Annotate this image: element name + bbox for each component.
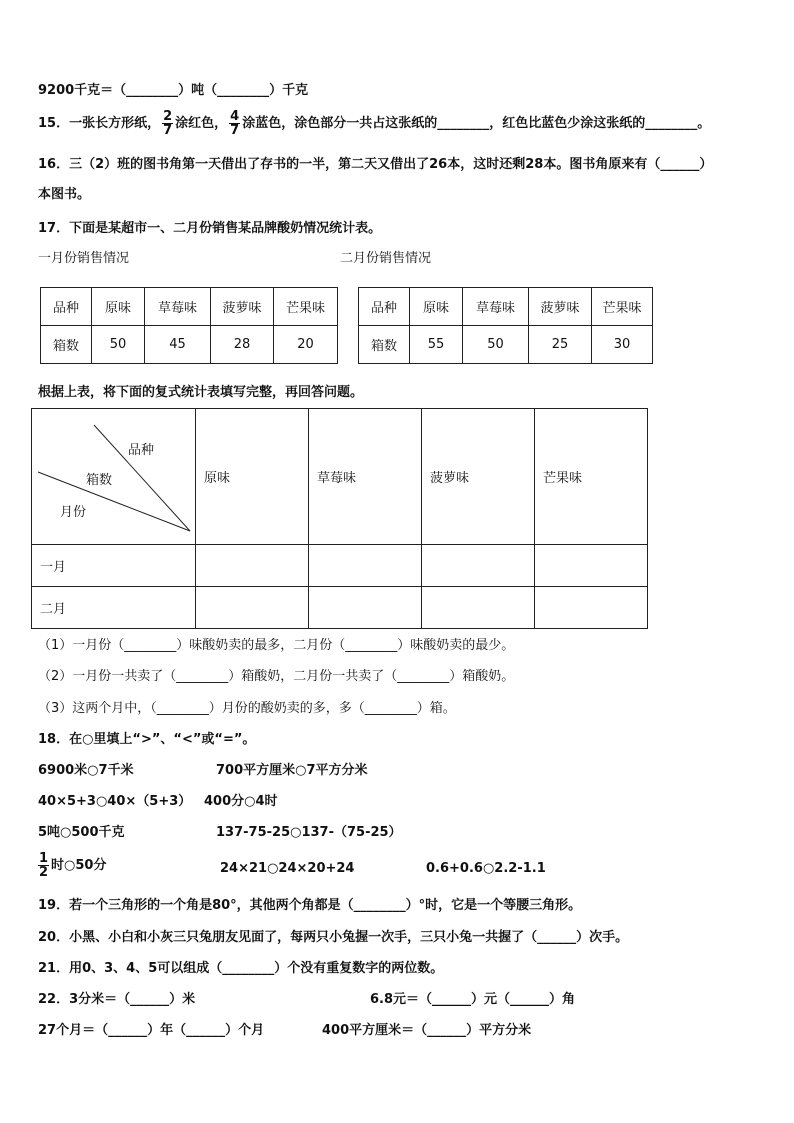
q17-sub-question-2: （2）一月份一共卖了（________）箱酸奶，二月份一共卖了（________）箱酸奶。 bbox=[38, 669, 515, 684]
header-cell: 原味 bbox=[92, 288, 145, 326]
header-cell: 品种 bbox=[359, 288, 410, 326]
question-22-b: 6.8元＝（______）元（______）角 bbox=[370, 992, 576, 1007]
empty-answer-cell[interactable] bbox=[422, 545, 535, 587]
table-instruction: 根据上表，将下面的复式统计表填写完整，再回答问题。 bbox=[38, 385, 364, 400]
feb-table-caption: 二月份销售情况 bbox=[340, 251, 432, 266]
question-21: 21．用0、3、4、5可以组成（________）个没有重复数字的两位数。 bbox=[38, 961, 444, 976]
header-cell: 芒果味 bbox=[592, 288, 653, 326]
q15-text-a: 15．一张长方形纸， bbox=[38, 116, 161, 131]
question-22-d: 400平方厘米＝（______）平方分米 bbox=[322, 1023, 532, 1038]
fraction-numerator: 1 bbox=[39, 851, 49, 866]
empty-answer-cell[interactable] bbox=[422, 587, 535, 629]
data-cell: 50 bbox=[92, 326, 145, 364]
header-cell: 原味 bbox=[410, 288, 463, 326]
fraction-numerator: 2 bbox=[163, 109, 173, 124]
header-cell: 草莓味 bbox=[463, 288, 529, 326]
data-cell: 30 bbox=[592, 326, 653, 364]
q17-sub-question-1: （1）一月份（________）味酸奶卖的最多，二月份（________）味酸奶卖的最少。 bbox=[38, 638, 515, 653]
question-16-continuation: 本图书。 bbox=[38, 187, 91, 202]
q18-item: 137-75-25○137-（75-25） bbox=[216, 825, 402, 840]
header-cell: 原味 bbox=[196, 409, 309, 545]
q18-item: 0.6+0.6○2.2-1.1 bbox=[426, 861, 546, 876]
header-cell: 芒果味 bbox=[274, 288, 338, 326]
fraction-denominator: 7 bbox=[230, 123, 240, 138]
question-20: 20．小黑、小白和小灰三只兔朋友见面了，每两只小兔握一次手，三只小兔一共握了（______）次手。 bbox=[38, 930, 629, 945]
question-16: 16．三（2）班的图书角第一天借出了存书的一半，第二天又借出了26本，这时还剩28本。图书角原来有（______） bbox=[38, 157, 713, 172]
jan-table-caption: 一月份销售情况 bbox=[38, 251, 130, 266]
data-cell: 20 bbox=[274, 326, 338, 364]
row-label-cell: 一月 bbox=[32, 545, 196, 587]
q18-item: 24×21○24×20+24 bbox=[220, 861, 355, 876]
q18-item: 6900米○7千米 bbox=[38, 763, 134, 778]
header-cell: 芒果味 bbox=[535, 409, 648, 545]
question-22-a: 22．3分米＝（______）米 bbox=[38, 992, 196, 1007]
question-9200-line: 9200千克＝（________）吨（________）千克 bbox=[38, 83, 309, 98]
data-cell: 45 bbox=[145, 326, 211, 364]
feb-sales-table bbox=[358, 287, 653, 364]
fraction-1-2 bbox=[38, 852, 49, 879]
row-label-cell: 箱数 bbox=[41, 326, 92, 364]
header-cell: 草莓味 bbox=[309, 409, 422, 545]
empty-answer-cell[interactable] bbox=[535, 545, 648, 587]
q18-item: 40×5+3○40×（5+3） bbox=[38, 794, 192, 809]
diagonal-header-cell bbox=[32, 409, 196, 545]
jan-sales-table bbox=[40, 287, 338, 364]
question-19: 19．若一个三角形的一个角是80°，其他两个角都是（________）°时，它是一个等腰三角形。 bbox=[38, 898, 582, 913]
question-15 bbox=[38, 110, 710, 137]
diag-label-kind: 品种 bbox=[128, 443, 155, 458]
diag-label-boxes: 箱数 bbox=[86, 473, 113, 488]
header-cell: 草莓味 bbox=[145, 288, 211, 326]
fraction-2-7 bbox=[162, 110, 173, 137]
fraction-4-7 bbox=[229, 110, 240, 137]
data-cell: 50 bbox=[463, 326, 529, 364]
empty-answer-cell[interactable] bbox=[196, 587, 309, 629]
q18-item-fraction bbox=[38, 852, 106, 879]
data-cell: 55 bbox=[410, 326, 463, 364]
header-cell: 品种 bbox=[41, 288, 92, 326]
diag-label-month: 月份 bbox=[60, 505, 87, 520]
data-cell: 28 bbox=[211, 326, 274, 364]
fraction-denominator: 2 bbox=[39, 865, 49, 880]
empty-answer-cell[interactable] bbox=[196, 545, 309, 587]
q18-item-text: 时○50分 bbox=[51, 858, 107, 873]
combined-sales-table bbox=[31, 408, 648, 629]
q15-text-b: 涂红色， bbox=[175, 116, 228, 131]
question-18-title: 18．在○里填上“>”、“<”或“=”。 bbox=[38, 732, 256, 747]
data-cell: 25 bbox=[529, 326, 592, 364]
q17-sub-question-3: （3）这两个月中，（________）月份的酸奶卖的多，多（________）箱。 bbox=[38, 701, 456, 716]
q18-item: 700平方厘米○7平方分米 bbox=[216, 763, 368, 778]
header-cell: 菠萝味 bbox=[422, 409, 535, 545]
row-label-cell: 箱数 bbox=[359, 326, 410, 364]
header-cell: 菠萝味 bbox=[211, 288, 274, 326]
fraction-denominator: 7 bbox=[163, 123, 173, 138]
question-22-c: 27个月＝（______）年（______）个月 bbox=[38, 1023, 265, 1038]
question-17-title: 17．下面是某超市一、二月份销售某品牌酸奶情况统计表。 bbox=[38, 221, 382, 236]
fraction-numerator: 4 bbox=[230, 109, 240, 124]
empty-answer-cell[interactable] bbox=[535, 587, 648, 629]
diagonal-lines bbox=[32, 409, 195, 545]
empty-answer-cell[interactable] bbox=[309, 545, 422, 587]
q18-item: 400分○4时 bbox=[204, 794, 278, 809]
empty-answer-cell[interactable] bbox=[309, 587, 422, 629]
header-cell: 菠萝味 bbox=[529, 288, 592, 326]
q15-text-c: 涂蓝色，涂色部分一共占这张纸的________，红色比蓝色少涂这张纸的________。 bbox=[242, 116, 711, 131]
row-label-cell: 二月 bbox=[32, 587, 196, 629]
q18-item: 5吨○500千克 bbox=[38, 825, 125, 840]
